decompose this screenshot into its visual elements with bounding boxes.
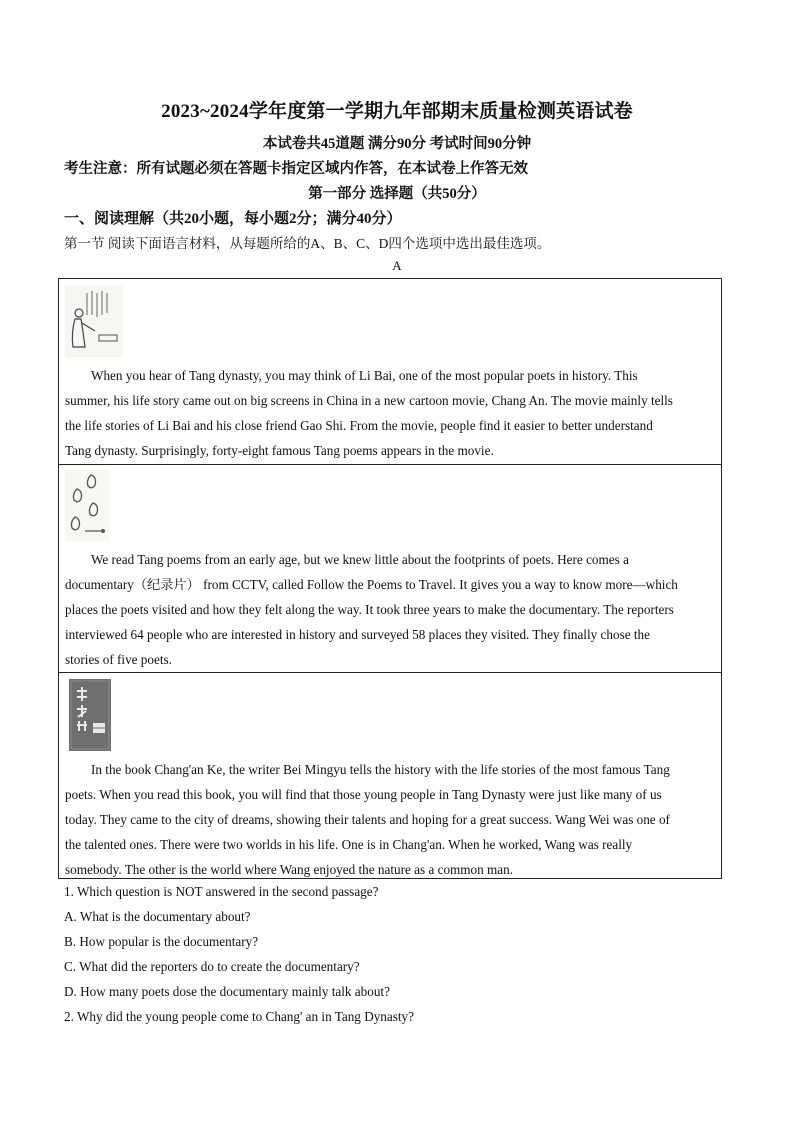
passage-line: Tang dynasty. Surprisingly, forty-eight famous Tang poems appears in the movie.: [65, 443, 494, 458]
footprints-illustration: [65, 469, 109, 541]
question-1-option-d: D. How many poets dose the documentary mainly talk about?: [64, 984, 390, 999]
passage-cell-2: [59, 464, 721, 672]
question-1-option-a: A. What is the documentary about?: [64, 909, 251, 924]
passage-3-text: [65, 757, 715, 882]
passage-line: places the poets visited and how they felt along the way. It took three years to make the documentary. The reporters: [65, 602, 674, 617]
passage-line: In the book Chang'an Ke, the writer Bei Mingyu tells the history with the life stories of the most famous Tang: [91, 762, 670, 777]
passage-line: the life stories of Li Bai and his close friend Gao Shi. From the movie, people find it easier to better understand: [65, 418, 653, 433]
page-title: 2023~2024学年度第一学期九年部期末质量检测英语试卷: [161, 101, 633, 122]
passage-line: documentary（纪录片） from CCTV, called Follow the Poems to Travel. It gives you a way to know more—which: [65, 577, 678, 592]
part-heading: 第一部分 选择题（共50分）: [308, 186, 486, 202]
passage-line: When you hear of Tang dynasty, you may think of Li Bai, one of the most popular poets in history. This: [91, 368, 638, 383]
passage-cell-3: [59, 672, 721, 878]
section-heading: 一、阅读理解（共20小题，每小题2分；满分40分）: [64, 211, 402, 227]
passage-line: stories of five poets.: [65, 652, 172, 667]
passage-line: interviewed 64 people who are interested in history and surveyed 58 places they visited. They finally chose the: [65, 627, 650, 642]
passage-cell-1: [59, 279, 721, 464]
question-1: 1. Which question is NOT answered in the second passage?: [64, 884, 379, 899]
passage-line: summer, his life story came out on big screens in China in a new cartoon movie, Chang An. The movie mainly tells: [65, 393, 673, 408]
passage-1-text: [65, 363, 715, 463]
passage-line: the talented ones. There were two worlds in his life. One is in Chang'an. When he worked, Wang was really: [65, 837, 633, 852]
section-instruction: 第一节 阅读下面语言材料，从每题所给的A、B、C、D四个选项中选出最佳选项。: [64, 236, 551, 251]
passage-2-text: [65, 547, 715, 672]
passage-line: We read Tang poems from an early age, but we knew little about the footprints of poets. Here comes a: [91, 552, 629, 567]
exam-info: 本试卷共45道题 满分90分 考试时间90分钟: [262, 136, 532, 152]
book-cover-changan-ke: [69, 679, 111, 751]
question-1-option-c: C. What did the reporters do to create the documentary?: [64, 959, 360, 974]
question-1-option-b: B. How popular is the documentary?: [64, 934, 259, 949]
passage-label: A: [392, 258, 402, 273]
passage-line: poets. When you read this book, you will find that those young people in Tang Dynasty were just like many of us: [65, 787, 662, 802]
poet-figure-illustration: [65, 285, 123, 357]
exam-notice: 考生注意：所有试题必须在答题卡指定区域内作答，在本试卷上作答无效: [64, 161, 528, 177]
passage-line: today. They came to the city of dreams, showing their talents and hoping for a great success. Wang Wei was one of: [65, 812, 670, 827]
passage-line: somebody. The other is the world where Wang enjoyed the nature as a common man.: [65, 862, 514, 877]
passage-table: [58, 278, 722, 879]
question-2: 2. Why did the young people come to Chang' an in Tang Dynasty?: [64, 1009, 415, 1024]
